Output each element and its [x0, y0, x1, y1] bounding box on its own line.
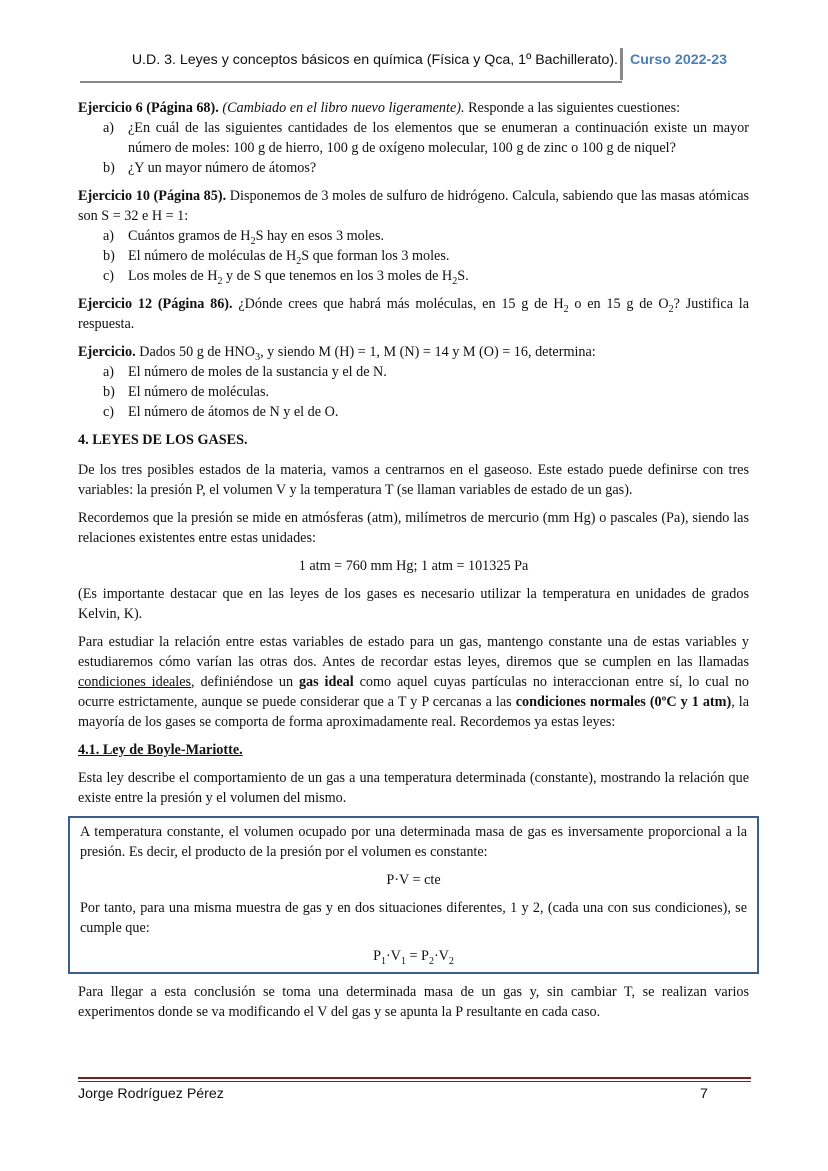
list-item — [78, 382, 749, 402]
subscript: 2 — [217, 275, 223, 287]
text-run: P — [373, 948, 381, 964]
list-marker: b) — [103, 384, 115, 400]
section-4-1-paragraph-1: Esta ley describe el comportamiento de un gas a una temperatura determinada (constante), mostrando la relación que existe entre la presión y el volumen del mismo. — [78, 770, 749, 806]
list-marker: a) — [103, 228, 115, 244]
section-4-paragraph-2: Recordemos que la presión se mide en atmósferas (atm), milímetros de mercurio (mm Hg) o pascales (Pa), siendo las relaciones existentes entre estas unidades: — [78, 510, 749, 546]
exercise-10-list — [78, 226, 749, 286]
list-item-text: El número de átomos de N y el de O. — [128, 404, 339, 420]
list-item-text: ¿En cuál de las siguientes cantidades de los elementos que se enumeran a continuación existe un mayor número de moles: 100 g de hierro, 100 g de oxígeno molecular, 100 g de zinc o 100 g de niquel? — [128, 120, 749, 156]
header-title: U.D. 3. Leyes y conceptos básicos en química (Física y Qca, 1º Bachillerato). — [131, 52, 618, 68]
subscript: 2 — [563, 303, 569, 315]
footer-rule — [78, 1077, 751, 1079]
page-content — [78, 98, 749, 1030]
underlined-term: condiciones ideales — [78, 674, 192, 690]
law-equation-2 — [80, 946, 747, 966]
subscript: 3 — [255, 351, 261, 363]
text-run: , definiéndose un — [191, 674, 299, 690]
subscript: 2 — [250, 235, 256, 247]
header-course: Curso 2022-23 — [630, 52, 727, 68]
text-run: o en 15 g de O — [568, 296, 669, 312]
list-marker: b) — [103, 248, 115, 264]
list-item — [78, 226, 749, 246]
text-run: S. — [457, 268, 469, 284]
list-item — [78, 246, 749, 266]
header-separator — [620, 48, 623, 80]
section-4-heading: 4. LEYES DE LOS GASES. — [78, 432, 248, 448]
subscript: 2 — [452, 275, 458, 287]
text-run: El número de moléculas de H — [128, 248, 297, 264]
list-item — [78, 402, 749, 422]
exercise-10-intro — [78, 186, 749, 226]
exercise-12-label: Ejercicio 12 (Página 86). — [78, 296, 233, 312]
bold-term: gas ideal — [298, 674, 354, 690]
list-marker: a) — [103, 120, 115, 136]
section-4-1-heading: 4.1. Ley de Boyle-Mariotte. — [78, 742, 243, 758]
section-4-1-paragraph-2: Para llegar a esta conclusión se toma una determinada masa de un gas y, sin cambiar T, se realizan varios experimentos donde se va modificando el V del gas y se apunta la P resultante en cada caso. — [78, 984, 749, 1020]
header-rule — [80, 81, 622, 83]
bold-term: condiciones normales (0ºC y 1 atm) — [515, 694, 732, 710]
law-box — [68, 816, 759, 974]
subscript: 2 — [296, 255, 302, 267]
exercise-10-label: Ejercicio 10 (Página 85). — [78, 188, 227, 204]
text-run: ¿Dónde crees que habrá más moléculas, en 15 g de H — [238, 296, 564, 312]
exercise-12 — [78, 294, 749, 334]
list-marker: c) — [103, 268, 115, 284]
text-run: como aquel cuyas partículas no interaccionan entre sí, lo cual no ocurre estrictamente, aunque se puede considerar que a T y P cercanas a las — [78, 674, 749, 710]
exercise-6-label: Ejercicio 6 (Página 68). — [78, 100, 219, 116]
exercise-6-note: (Cambiado en el libro nuevo ligeramente). — [222, 100, 465, 116]
text-run: Cuántos gramos de H — [128, 228, 251, 244]
exercise-6-text: Responde a las siguientes cuestiones: — [468, 100, 681, 116]
law-box-paragraph-2: Por tanto, para una misma muestra de gas y en dos situaciones diferentes, 1 y 2, (cada una con sus condiciones), se cumple que: — [80, 900, 747, 936]
subscript: 1 — [400, 955, 406, 967]
law-equation-1: P·V = cte — [386, 872, 441, 888]
list-marker: c) — [103, 404, 115, 420]
text-run: Dados 50 g de HNO — [139, 344, 256, 360]
exercise-6-list — [78, 118, 749, 178]
list-item — [78, 362, 749, 382]
footer-author: Jorge Rodríguez Pérez — [78, 1086, 224, 1102]
exercise-hno3-list — [78, 362, 749, 422]
list-marker: a) — [103, 364, 115, 380]
list-item — [78, 118, 749, 158]
text-run: Los moles de H — [128, 268, 218, 284]
section-4-paragraph-4 — [78, 632, 749, 732]
text-run: ·V — [433, 948, 449, 964]
list-item-text: El número de moléculas. — [128, 384, 270, 400]
section-4-paragraph-3: (Es importante destacar que en las leyes de los gases es necesario utilizar la temperatura en unidades de grados Kelvin, K). — [78, 586, 749, 622]
footer-rule-thin — [78, 1081, 751, 1082]
exercise-hno3-intro — [78, 342, 749, 362]
text-run: ·V — [385, 948, 401, 964]
law-box-paragraph-1: A temperatura constante, el volumen ocupado por una determinada masa de gas es inversamente proporcional a la presión. Es decir, el producto de la presión por el volumen es constante: — [80, 824, 747, 860]
text-run: S hay en esos 3 moles. — [255, 228, 385, 244]
subscript: 2 — [448, 955, 454, 967]
list-marker: b) — [103, 160, 115, 176]
list-item — [78, 266, 749, 286]
list-item — [78, 158, 749, 178]
page-header — [0, 44, 828, 84]
page-number: 7 — [700, 1086, 708, 1102]
text-run: Para estudiar la relación entre estas variables de estado para un gas, mantengo constante una de estas variables y estudiaremos cómo varían las otras dos. Antes de recordar estas leyes, diremos que se cumplen en las llamadas — [78, 634, 749, 670]
exercise-6-intro — [78, 98, 749, 118]
subscript: 2 — [668, 303, 674, 315]
exercise-10-text: Disponemos de 3 moles de sulfuro de hidrógeno. Calcula, sabiendo que las masas atómicas son S = 32 e H = 1: — [78, 188, 750, 224]
text-run: , y siendo M (H) = 1, M (N) = 14 y M (O) = 16, determina: — [260, 344, 596, 360]
text-run: S que forman los 3 moles. — [301, 248, 450, 264]
exercise-label: Ejercicio. — [78, 344, 136, 360]
subscript: 2 — [428, 955, 434, 967]
text-run: = P — [405, 948, 429, 964]
list-item-text: El número de moles de la sustancia y el de N. — [128, 364, 387, 380]
units-equation: 1 atm = 760 mm Hg; 1 atm = 101325 Pa — [298, 558, 529, 574]
text-run: ? Justifica la respuesta. — [78, 296, 750, 332]
section-4-paragraph-1: De los tres posibles estados de la materia, vamos a centrarnos en el gaseoso. Este estado puede definirse con tres variables: la presión P, el volumen V y la temperatura T (se llaman variables de estado de un gas). — [78, 462, 749, 498]
text-run: y de S que tenemos en los 3 moles de H — [222, 268, 453, 284]
list-item-text: ¿Y un mayor número de átomos? — [128, 160, 317, 176]
subscript: 1 — [380, 955, 386, 967]
text-run: , la mayoría de los gases se comporta de forma aproximadamente real. Recordemos ya estas leyes: — [78, 694, 749, 730]
